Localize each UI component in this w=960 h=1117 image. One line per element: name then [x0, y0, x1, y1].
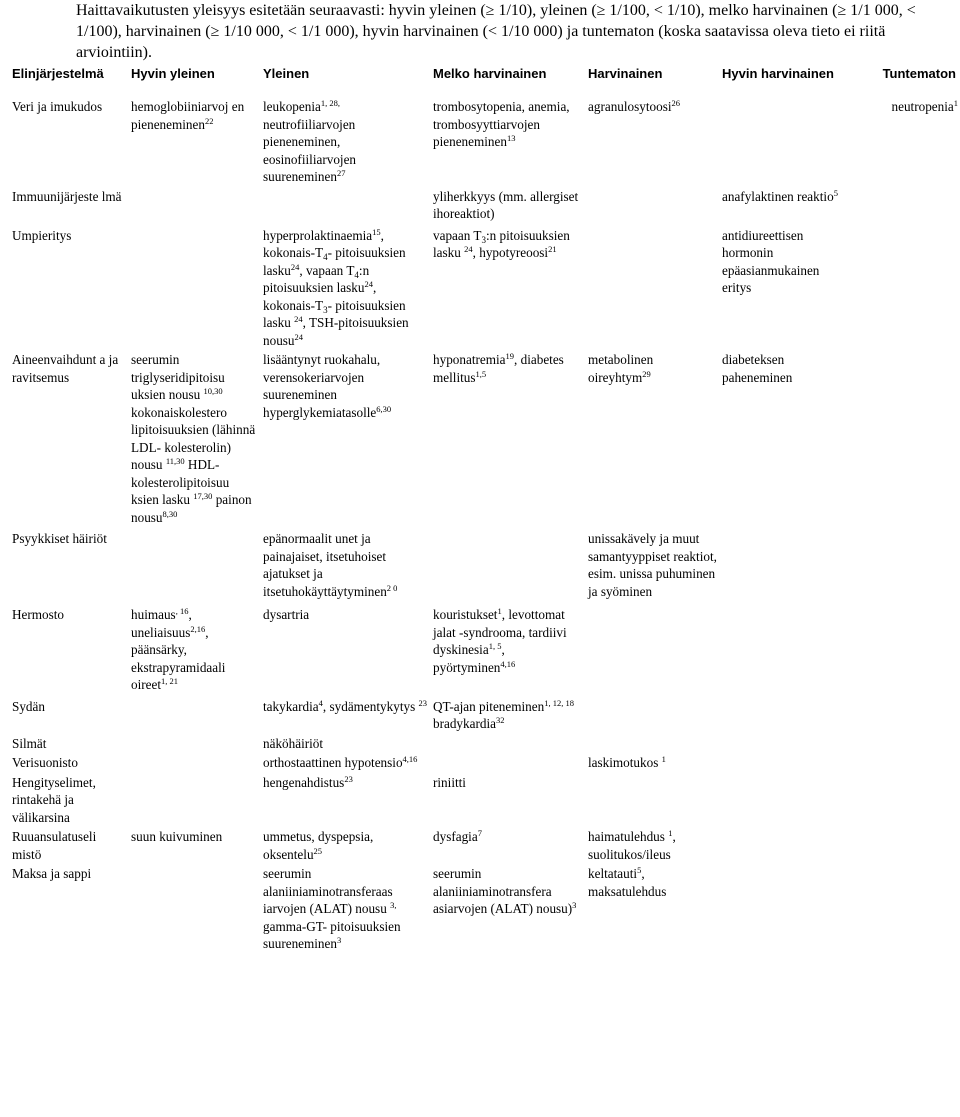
cell-very-rare [720, 698, 842, 735]
cell-unknown [842, 606, 960, 698]
cell-very-rare [720, 735, 842, 755]
cell-common: seerumin alaniiniaminotransferaas iarvojen (ALAT) nousu $^{3,}$ gamma-GT- pitoisuuksien suureneminen$^3$ [263, 866, 401, 951]
table-row [10, 735, 960, 755]
table-row [10, 188, 960, 227]
cell-common: näköhäiriöt [263, 735, 324, 751]
cell-unknown [842, 754, 960, 774]
cell-very-common: huimaus$^{, 16}$, uneliaisuus$^{2,16}$, päänsärky, ekstrapyramidaali oireet$^{1, 21}$ [131, 606, 226, 692]
cell-uncommon: riniitti [433, 774, 466, 790]
cell-very-rare: anafylaktinen reaktio$^5$ [722, 187, 838, 204]
header-very-common: Hyvin yleinen [131, 66, 215, 81]
cell-unknown [842, 735, 960, 755]
cell-unknown [842, 188, 960, 227]
cell-very-common [129, 774, 261, 829]
cell-rare [586, 774, 720, 829]
cell-uncommon: dysfagia$^7$ [433, 828, 482, 844]
cell-unknown [842, 828, 960, 865]
cell-very-rare [720, 774, 842, 829]
header-very-rare: Hyvin harvinainen [722, 66, 834, 81]
cell-rare: keltatauti$^5$, maksatulehdus [588, 865, 667, 899]
cell-organ: Aineenvaihdunt a ja ravitsemus [12, 352, 119, 385]
cell-rare [586, 735, 720, 755]
cell-very-rare: antidiureettisen hormonin epäasianmukainen eritys [722, 227, 820, 295]
table-row [10, 774, 960, 829]
cell-very-rare [720, 754, 842, 774]
cell-rare [586, 188, 720, 227]
cell-common: lisääntynyt ruokahalu, verensokeriarvojen suureneminen hyperglykemiatasolle$^{6,30}$ [263, 352, 392, 420]
cell-rare [586, 606, 720, 698]
header-uncommon: Melko harvinainen [433, 66, 547, 81]
cell-uncommon: QT-ajan piteneminen$^{1, 12, 18}$ bradykardia$^{32}$ [433, 697, 574, 731]
cell-common: hyperprolaktinaemia$^{15}$, kokonais-$T_4-$ pitoisuuksien lasku$^{24}$, vapaan $T_4:n$ pitoisuuksien lasku$^{24}$, kokonais-$T_3-$ pitoisuuksien lasku $^{24}$, TSH-pitoisuuksien nousu$^{24}$ [263, 226, 409, 348]
intro-paragraph: Haittavaikutusten yleisyys esitetään seuraavasti: hyvin yleinen (≥ 1/10), yleinen (≥ 1/100, < 1/10), melko harvinainen (≥ 1/1 000, < 1/100), harvinainen (≥ 1/10 000, < 1/1 000), hyvin harvinainen (< 1/10 000) ja tuntematon (koska saatavissa oleva tieto ei riitä arviointiin). [76, 2, 916, 61]
cell-rare: agranulosytoosi$^{26}$ [588, 98, 681, 114]
cell-very-rare [720, 530, 842, 606]
table-row [10, 754, 960, 774]
cell-organ: Sydän [12, 698, 45, 714]
cell-very-common [129, 530, 261, 606]
cell-common: orthostaattinen hypotensio$^{4,16}$ [263, 754, 418, 770]
cell-rare [586, 227, 720, 352]
cell-organ: Psyykkiset häiriöt [12, 531, 107, 546]
cell-common: leukopenia$^{1, 28,}$ neutrofiiliarvojen pieneneminen, eosinofiiliarvojen suureneminen$^{27}$ [263, 98, 357, 184]
header-common: Yleinen [263, 66, 310, 81]
cell-very-common [129, 865, 261, 955]
cell-very-common: suun kuivuminen [131, 829, 223, 844]
cell-rare: unissakävely ja muut samantyyppiset reaktiot, esim. unissa puhuminen ja syöminen [588, 531, 717, 599]
cell-organ: Ruuansulatuseli mistö [12, 829, 97, 862]
cell-common [261, 188, 431, 227]
table-row [10, 351, 960, 530]
cell-uncommon: trombosytopenia, anemia, trombosyyttiarvojen pieneneminen$^{13}$ [433, 99, 570, 149]
cell-very-rare [720, 865, 842, 955]
adverse-effects-table [10, 66, 960, 955]
table-header-row [10, 66, 960, 98]
cell-very-rare [720, 98, 842, 188]
cell-uncommon: kouristukset$^1$, levottomat jalat -syndrooma, tardiivi dyskinesia$^{1, 5}$, pyörtyminen$^{4,16}$ [433, 606, 567, 675]
cell-very-common [129, 735, 261, 755]
cell-very-common [129, 227, 261, 352]
cell-common: takykardia$^4$, sydämentykytys $^{23}$ [263, 697, 428, 714]
cell-organ: Silmät [12, 735, 47, 751]
cell-uncommon [431, 735, 586, 755]
cell-organ: Immuunijärjeste lmä [12, 188, 122, 204]
header-rare: Harvinainen [588, 66, 663, 81]
cell-very-common: seerumin triglyseridipitoisu uksien nousu $^{10,30}$ kokonaiskolestero lipitoisuuksien (lähinnä LDL- kolesterolin) nousu $^{11,30}$ HDL- kolesterolipitoisuu ksien lasku $^{17,30}$ painon nousu$^{8,30}$ [131, 352, 256, 525]
cell-uncommon [431, 754, 586, 774]
cell-uncommon: hyponatremia$^{19}$, diabetes mellitus$^{1,5}$ [433, 351, 564, 385]
cell-unknown [842, 227, 960, 352]
table-row [10, 530, 960, 606]
cell-organ: Hengityselimet, rintakehä ja välikarsina [12, 774, 96, 825]
cell-organ: Hermosto [12, 607, 65, 622]
cell-common: epänormaalit unet ja painajaiset, itsetuhoiset ajatukset ja itsetuhokäyttäytyminen$^{2 0}$ [263, 531, 398, 599]
cell-organ: Veri ja imukudos [12, 99, 103, 114]
cell-very-common [129, 754, 261, 774]
cell-rare [586, 698, 720, 735]
cell-uncommon: yliherkkyys (mm. allergiset ihoreaktiot) [433, 188, 579, 221]
cell-unknown [842, 351, 960, 530]
cell-common: ummetus, dyspepsia, oksentelu$^{25}$ [263, 829, 374, 862]
cell-very-rare [720, 606, 842, 698]
cell-uncommon: vapaan $T_3:n$ pitoisuuksien lasku $^{24}$, hypotyreoosi$^{21}$ [433, 227, 570, 260]
cell-unknown [842, 865, 960, 955]
cell-very-rare: diabeteksen paheneminen [722, 352, 793, 385]
cell-rare: metabolinen oireyhtym$^{29}$ [588, 352, 654, 385]
table-row [10, 865, 960, 955]
cell-rare: laskimotukos $^1$ [588, 754, 666, 770]
header-unknown: Tuntematon [882, 66, 956, 81]
table-row [10, 698, 960, 735]
table-body [10, 98, 960, 955]
cell-organ: Maksa ja sappi [12, 866, 92, 881]
cell-unknown [842, 774, 960, 829]
cell-unknown [842, 698, 960, 735]
header-organ: Elinjärjestelmä [12, 66, 104, 81]
cell-organ: Umpieritys [12, 227, 72, 243]
cell-rare: haimatulehdus $^1$, suolitukos/ileus [588, 828, 676, 862]
table-row [10, 828, 960, 865]
cell-very-common [129, 698, 261, 735]
cell-unknown [842, 530, 960, 606]
cell-very-rare [720, 828, 842, 865]
table-row [10, 227, 960, 352]
table-row [10, 98, 960, 188]
cell-common: dysartria [263, 607, 310, 622]
cell-common: hengenahdistus$^{23}$ [263, 773, 353, 790]
table-row [10, 606, 960, 698]
cell-uncommon: seerumin alaniiniaminotransfera asiarvojen (ALAT) nousu)$^3$ [433, 866, 577, 916]
cell-unknown: neutropenia$^1$ [891, 98, 958, 114]
cell-uncommon [431, 530, 586, 606]
cell-very-common [129, 188, 261, 227]
cell-organ: Verisuonisto [12, 755, 78, 770]
cell-very-common: hemoglobiiniarvoj en pieneneminen$^{22}$ [131, 99, 245, 132]
